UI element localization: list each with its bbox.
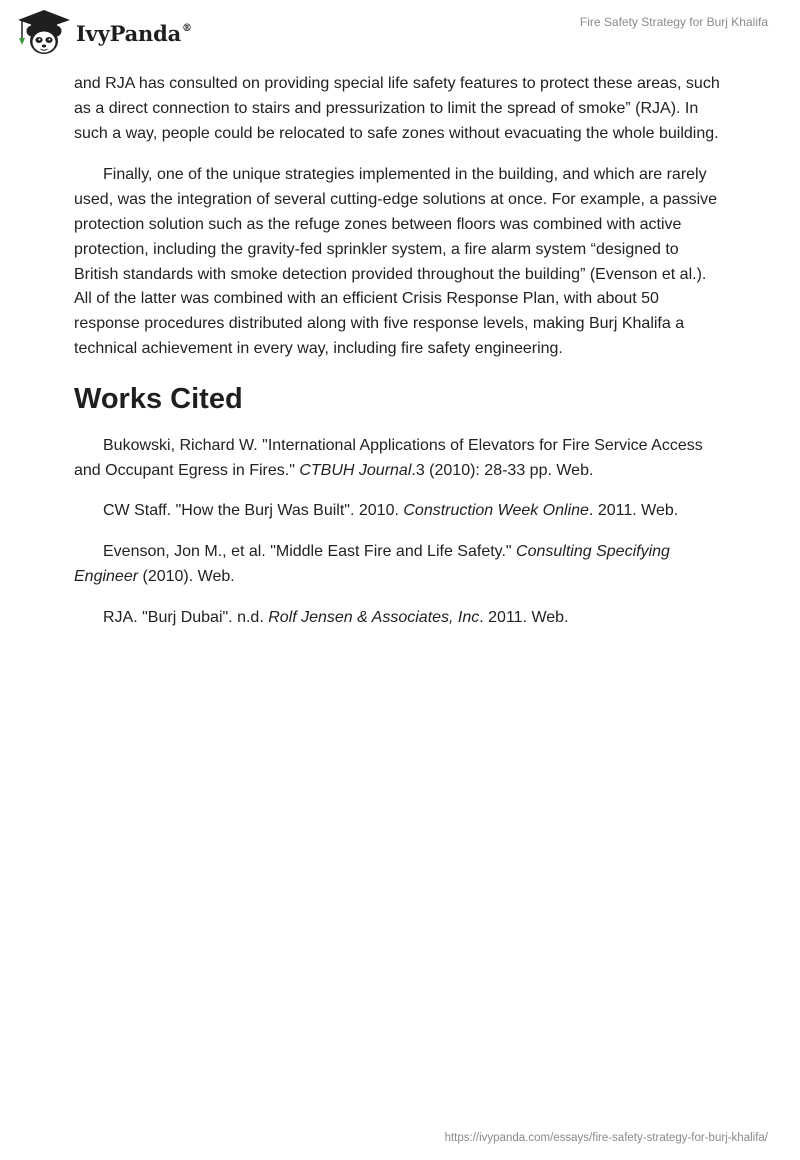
source-url-link[interactable]: https://ivypanda.com/essays/fire-safety-strategy-for-burj-khalifa/ <box>444 1132 768 1144</box>
essay-content <box>74 72 724 647</box>
works-cited-heading: Works Cited <box>74 382 243 415</box>
works-cited-list <box>74 434 724 631</box>
body-paragraph: Finally, one of the unique strategies implemented in the building, and which are rarely used, was the integration of several cutting-edge solutions at once. For example, a passive protection solution such as the refuge zones between floors was combined with active protection, including the gravity-fed sprinkler system, a fire alarm system “designed to British standards with smoke detection provided throughout the building” (Evenson et al.). All of the latter was combined with an efficient Crisis Response Plan, with about 50 response procedures distributed along with five response levels, making Burj Khalifa a technical achievement in every way, including fire safety engineering. <box>74 166 718 357</box>
citation-entry: CW Staff. "How the Burj Was Built". 2010. Construction Week Online. 2011. Web. <box>103 502 679 520</box>
logo-text: IvyPanda® <box>76 20 192 46</box>
document-title: Fire Safety Strategy for Burj Khalifa <box>579 15 768 29</box>
body-paragraph: and RJA has consulted on providing special life safety features to protect these areas, such as a direct connection to stairs and pressurization to limit the spread of smoke” (RJA). In such a way, people could be relocated to safe zones without evacuating the whole building. <box>74 75 720 142</box>
panda-graduate-icon <box>14 8 74 58</box>
page-header <box>0 0 800 70</box>
ivypanda-logo[interactable] <box>14 8 192 58</box>
citation-entry: Evenson, Jon M., et al. "Middle East Fire and Life Safety." Consulting Specifying Engineer (2010). Web. <box>74 543 670 585</box>
citation-entry: RJA. "Burj Dubai". n.d. Rolf Jensen & Associates, Inc. 2011. Web. <box>103 608 569 626</box>
citation-entry: Bukowski, Richard W. "International Applications of Elevators for Fire Service Access and Occupant Egress in Fires." CTBUH Journal.3 (2010): 28-33 pp. Web. <box>74 436 703 479</box>
